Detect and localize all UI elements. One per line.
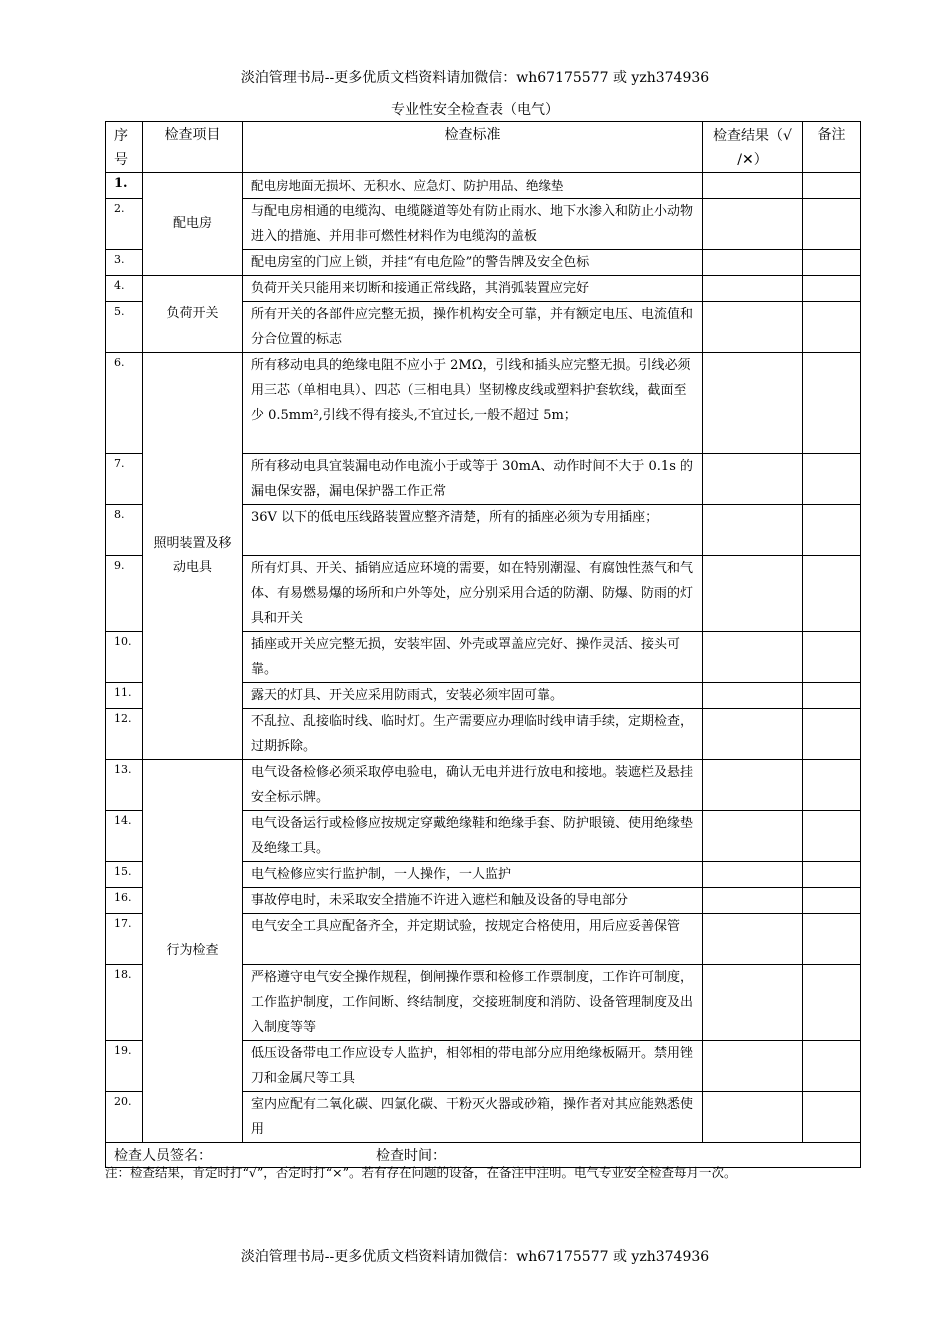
row-number: 4.	[106, 276, 143, 302]
row-number: 18.	[106, 965, 143, 1041]
remark-cell[interactable]	[803, 1092, 861, 1143]
standard-cell: 不乱拉、乱接临时线、临时灯。生产需要应办理临时线申请手续，定期检查，过期拆除。	[243, 709, 703, 760]
standard-cell: 配电房室的门应上锁，并挂“有电危险”的警告牌及安全色标	[243, 250, 703, 276]
standard-cell: 严格遵守电气安全操作规程，倒闸操作票和检修工作票制度，工作许可制度，工作监护制度，工作间断、终结制度，交接班制度和消防、设备管理制度及出入制度等等	[243, 965, 703, 1041]
remark-cell[interactable]	[803, 556, 861, 632]
remark-cell[interactable]	[803, 760, 861, 811]
category-cell	[143, 353, 243, 760]
standard-cell: 所有移动电具宜装漏电动作电流小于或等于 30mA、动作时间不大于 0.1s 的漏电保安器，漏电保护器工作正常	[243, 454, 703, 505]
table-row	[106, 760, 861, 811]
standard-cell: 36V 以下的低电压线路装置应整齐清楚，所有的插座必须为专用插座；	[243, 505, 703, 556]
remark-cell[interactable]	[803, 632, 861, 683]
standard-cell: 所有灯具、开关、插销应适应环境的需要，如在特别潮湿、有腐蚀性蒸气和气体、有易燃易爆的场所和户外等处，应分别采用合适的防潮、防爆、防雨的灯具和开关	[243, 556, 703, 632]
standard-cell: 电气设备检修必须采取停电验电，确认无电并进行放电和接地。装遮栏及悬挂安全标示牌。	[243, 760, 703, 811]
result-cell[interactable]	[703, 276, 803, 302]
result-cell[interactable]	[703, 1092, 803, 1143]
remark-cell[interactable]	[803, 888, 861, 914]
result-cell[interactable]	[703, 505, 803, 556]
standard-cell: 所有移动电具的绝缘电阻不应小于 2MΩ，引线和插头应完整无损。引线必须用三芯（单相电具）、四芯（三相电具）坚韧橡皮线或塑料护套软线，截面至少 0.5mm²,引线不得有接头,不宜过长,一般不超过 5m；	[243, 353, 703, 454]
result-cell[interactable]	[703, 760, 803, 811]
standard-cell: 与配电房相通的电缆沟、电缆隧道等处有防止雨水、地下水渗入和防止小动物进入的措施、并用非可燃性材料作为电缆沟的盖板	[243, 199, 703, 250]
standard-cell: 事故停电时，未采取安全措施不许进入遮栏和触及设备的导电部分	[243, 888, 703, 914]
result-cell[interactable]	[703, 683, 803, 709]
row-number: 20.	[106, 1092, 143, 1143]
row-number: 16.	[106, 888, 143, 914]
remark-cell[interactable]	[803, 683, 861, 709]
row-number: 1.	[106, 173, 143, 199]
row-number: 7.	[106, 454, 143, 505]
result-cell[interactable]	[703, 199, 803, 250]
row-number: 12.	[106, 709, 143, 760]
row-number: 6.	[106, 353, 143, 454]
inspector-signature-label: 检查人员签名：	[114, 1148, 212, 1164]
standard-cell: 电气设备运行或检修应按规定穿戴绝缘鞋和绝缘手套、防护眼镜、使用绝缘垫及绝缘工具。	[243, 811, 703, 862]
result-cell[interactable]	[703, 454, 803, 505]
inspection-table	[105, 121, 861, 1168]
category-cell: 行为检查	[143, 760, 243, 1143]
standard-cell: 负荷开关只能用来切断和接通正常线路，其消弧装置应完好	[243, 276, 703, 302]
remark-cell[interactable]	[803, 965, 861, 1041]
standard-cell: 配电房地面无损坏、无积水、应急灯、防护用品、绝缘垫	[243, 173, 703, 199]
row-number: 9.	[106, 556, 143, 632]
row-number: 11.	[106, 683, 143, 709]
row-number: 13.	[106, 760, 143, 811]
standard-cell: 电气安全工具应配备齐全，并定期试验，按规定合格使用，用后应妥善保管	[243, 914, 703, 965]
document-footer: 淡泊管理书局--更多优质文档资料请加微信：wh67175577 或 yzh374936	[240, 1249, 710, 1265]
standard-cell: 所有开关的各部件应完整无损，操作机构安全可靠，并有额定电压、电流值和分合位置的标志	[243, 302, 703, 353]
result-cell[interactable]	[703, 556, 803, 632]
standard-cell: 电气检修应实行监护制，一人操作，一人监护	[243, 862, 703, 888]
row-number: 2.	[106, 199, 143, 250]
column-header-result: 检查结果（√ /✕）	[703, 122, 803, 173]
standard-cell: 露天的灯具、开关应采用防雨式，安装必须牢固可靠。	[243, 683, 703, 709]
row-number: 19.	[106, 1041, 143, 1092]
remark-cell[interactable]	[803, 709, 861, 760]
remark-cell[interactable]	[803, 173, 861, 199]
result-cell[interactable]	[703, 353, 803, 454]
remark-cell[interactable]	[803, 250, 861, 276]
remark-cell[interactable]	[803, 811, 861, 862]
result-cell[interactable]	[703, 811, 803, 862]
standard-cell: 低压设备带电工作应设专人监护，相邻相的带电部分应用绝缘板隔开。禁用锉刀和金属尺等工具	[243, 1041, 703, 1092]
footnote: 注：检查结果，肯定时打“√”，否定时打“×”。若有存在问题的设备，在备注中注明。电气专业安全检查每月一次。	[105, 1165, 737, 1180]
page-title: 专业性安全检查表（电气）	[391, 102, 559, 118]
row-number: 14.	[106, 811, 143, 862]
column-header-item: 检查项目	[143, 122, 243, 173]
standard-cell: 室内应配有二氧化碳、四氯化碳、干粉灭火器或砂箱，操作者对其应能熟悉使用	[243, 1092, 703, 1143]
result-cell[interactable]	[703, 888, 803, 914]
table-row	[106, 173, 861, 199]
result-cell[interactable]	[703, 173, 803, 199]
result-cell[interactable]	[703, 862, 803, 888]
remark-cell[interactable]	[803, 914, 861, 965]
remark-cell[interactable]	[803, 199, 861, 250]
column-header-standard: 检查标准	[243, 122, 703, 173]
result-cell[interactable]	[703, 914, 803, 965]
document-header: 淡泊管理书局--更多优质文档资料请加微信：wh67175577 或 yzh374936	[240, 70, 710, 86]
remark-cell[interactable]	[803, 862, 861, 888]
remark-cell[interactable]	[803, 276, 861, 302]
result-cell[interactable]	[703, 632, 803, 683]
category-cell: 负荷开关	[143, 276, 243, 353]
result-cell[interactable]	[703, 709, 803, 760]
result-cell[interactable]	[703, 302, 803, 353]
result-cell[interactable]	[703, 1041, 803, 1092]
remark-cell[interactable]	[803, 1041, 861, 1092]
inspection-time-label: 检查时间：	[376, 1148, 446, 1164]
row-number: 5.	[106, 302, 143, 353]
table-header-row	[106, 122, 861, 173]
column-header-remark: 备注	[803, 122, 861, 173]
row-number: 17.	[106, 914, 143, 965]
row-number: 15.	[106, 862, 143, 888]
row-number: 8.	[106, 505, 143, 556]
column-header-no: 序号	[106, 122, 143, 173]
remark-cell[interactable]	[803, 302, 861, 353]
result-cell[interactable]	[703, 965, 803, 1041]
table-row	[106, 353, 861, 454]
remark-cell[interactable]	[803, 353, 861, 454]
table-row	[106, 276, 861, 302]
remark-cell[interactable]	[803, 454, 861, 505]
remark-cell[interactable]	[803, 505, 861, 556]
standard-cell: 插座或开关应完整无损，安装牢固、外壳或罩盖应完好、操作灵活、接头可靠。	[243, 632, 703, 683]
category-cell: 配电房	[143, 173, 243, 276]
result-cell[interactable]	[703, 250, 803, 276]
row-number: 10.	[106, 632, 143, 683]
category-label: 照明装置及移动电具	[153, 536, 232, 575]
row-number: 3.	[106, 250, 143, 276]
